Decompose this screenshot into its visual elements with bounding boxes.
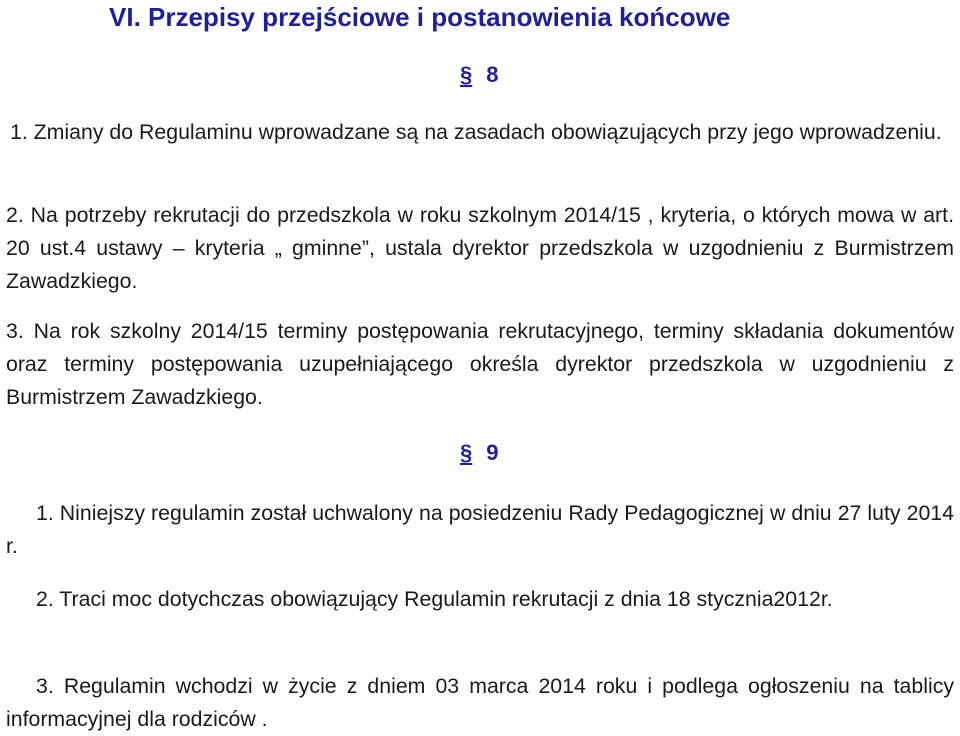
section-8-item-1 [6, 116, 954, 149]
section-8-item-3 [6, 315, 954, 414]
section-9-item-2 [6, 583, 954, 616]
chapter-title: VI. Przepisy przejściowe i postanowienia końcowe [109, 2, 731, 32]
item-text: 3. Regulamin wchodzi w życie z dniem 03 marca 2014 roku i podlega ogłoszeniu na tablicy informacyjnej dla rodziców . [6, 674, 954, 731]
section-9-item-3 [6, 670, 954, 736]
section-symbol: § [460, 62, 473, 87]
section-symbol: § [460, 440, 473, 465]
section-number: 9 [486, 440, 499, 465]
section-8-heading [460, 62, 499, 88]
item-text: 1. Zmiany do Regulaminu wprowadzane są na zasadach obowiązujących przy jego wprowadzeniu. [10, 120, 942, 144]
item-text: 2. Traci moc dotychczas obowiązujący Regulamin rekrutacji z dnia 18 stycznia2012r. [36, 587, 833, 611]
section-number: 8 [486, 62, 499, 87]
section-9-heading [460, 440, 499, 466]
section-8-item-2 [6, 199, 954, 298]
item-text: 2. Na potrzeby rekrutacji do przedszkola w roku szkolnym 2014/15 , kryteria, o których mowa w art. 20 ust.4 ustawy – kryteria „ gminne”, ustala dyrektor przedszkola w uzgodnieniu z Burmistrzem Zawadzkiego. [6, 203, 954, 293]
section-9-item-1 [6, 497, 954, 563]
item-text: 1. Niniejszy regulamin został uchwalony na posiedzeniu Rady Pedagogicznej w dniu 27 luty 2014 r. [6, 501, 954, 558]
item-text: 3. Na rok szkolny 2014/15 terminy postępowania rekrutacyjnego, terminy składania dokumentów oraz terminy postępowania uzupełniającego określa dyrektor przedszkola w uzgodnieniu z Burmistrzem Zawadzkiego. [6, 319, 954, 409]
